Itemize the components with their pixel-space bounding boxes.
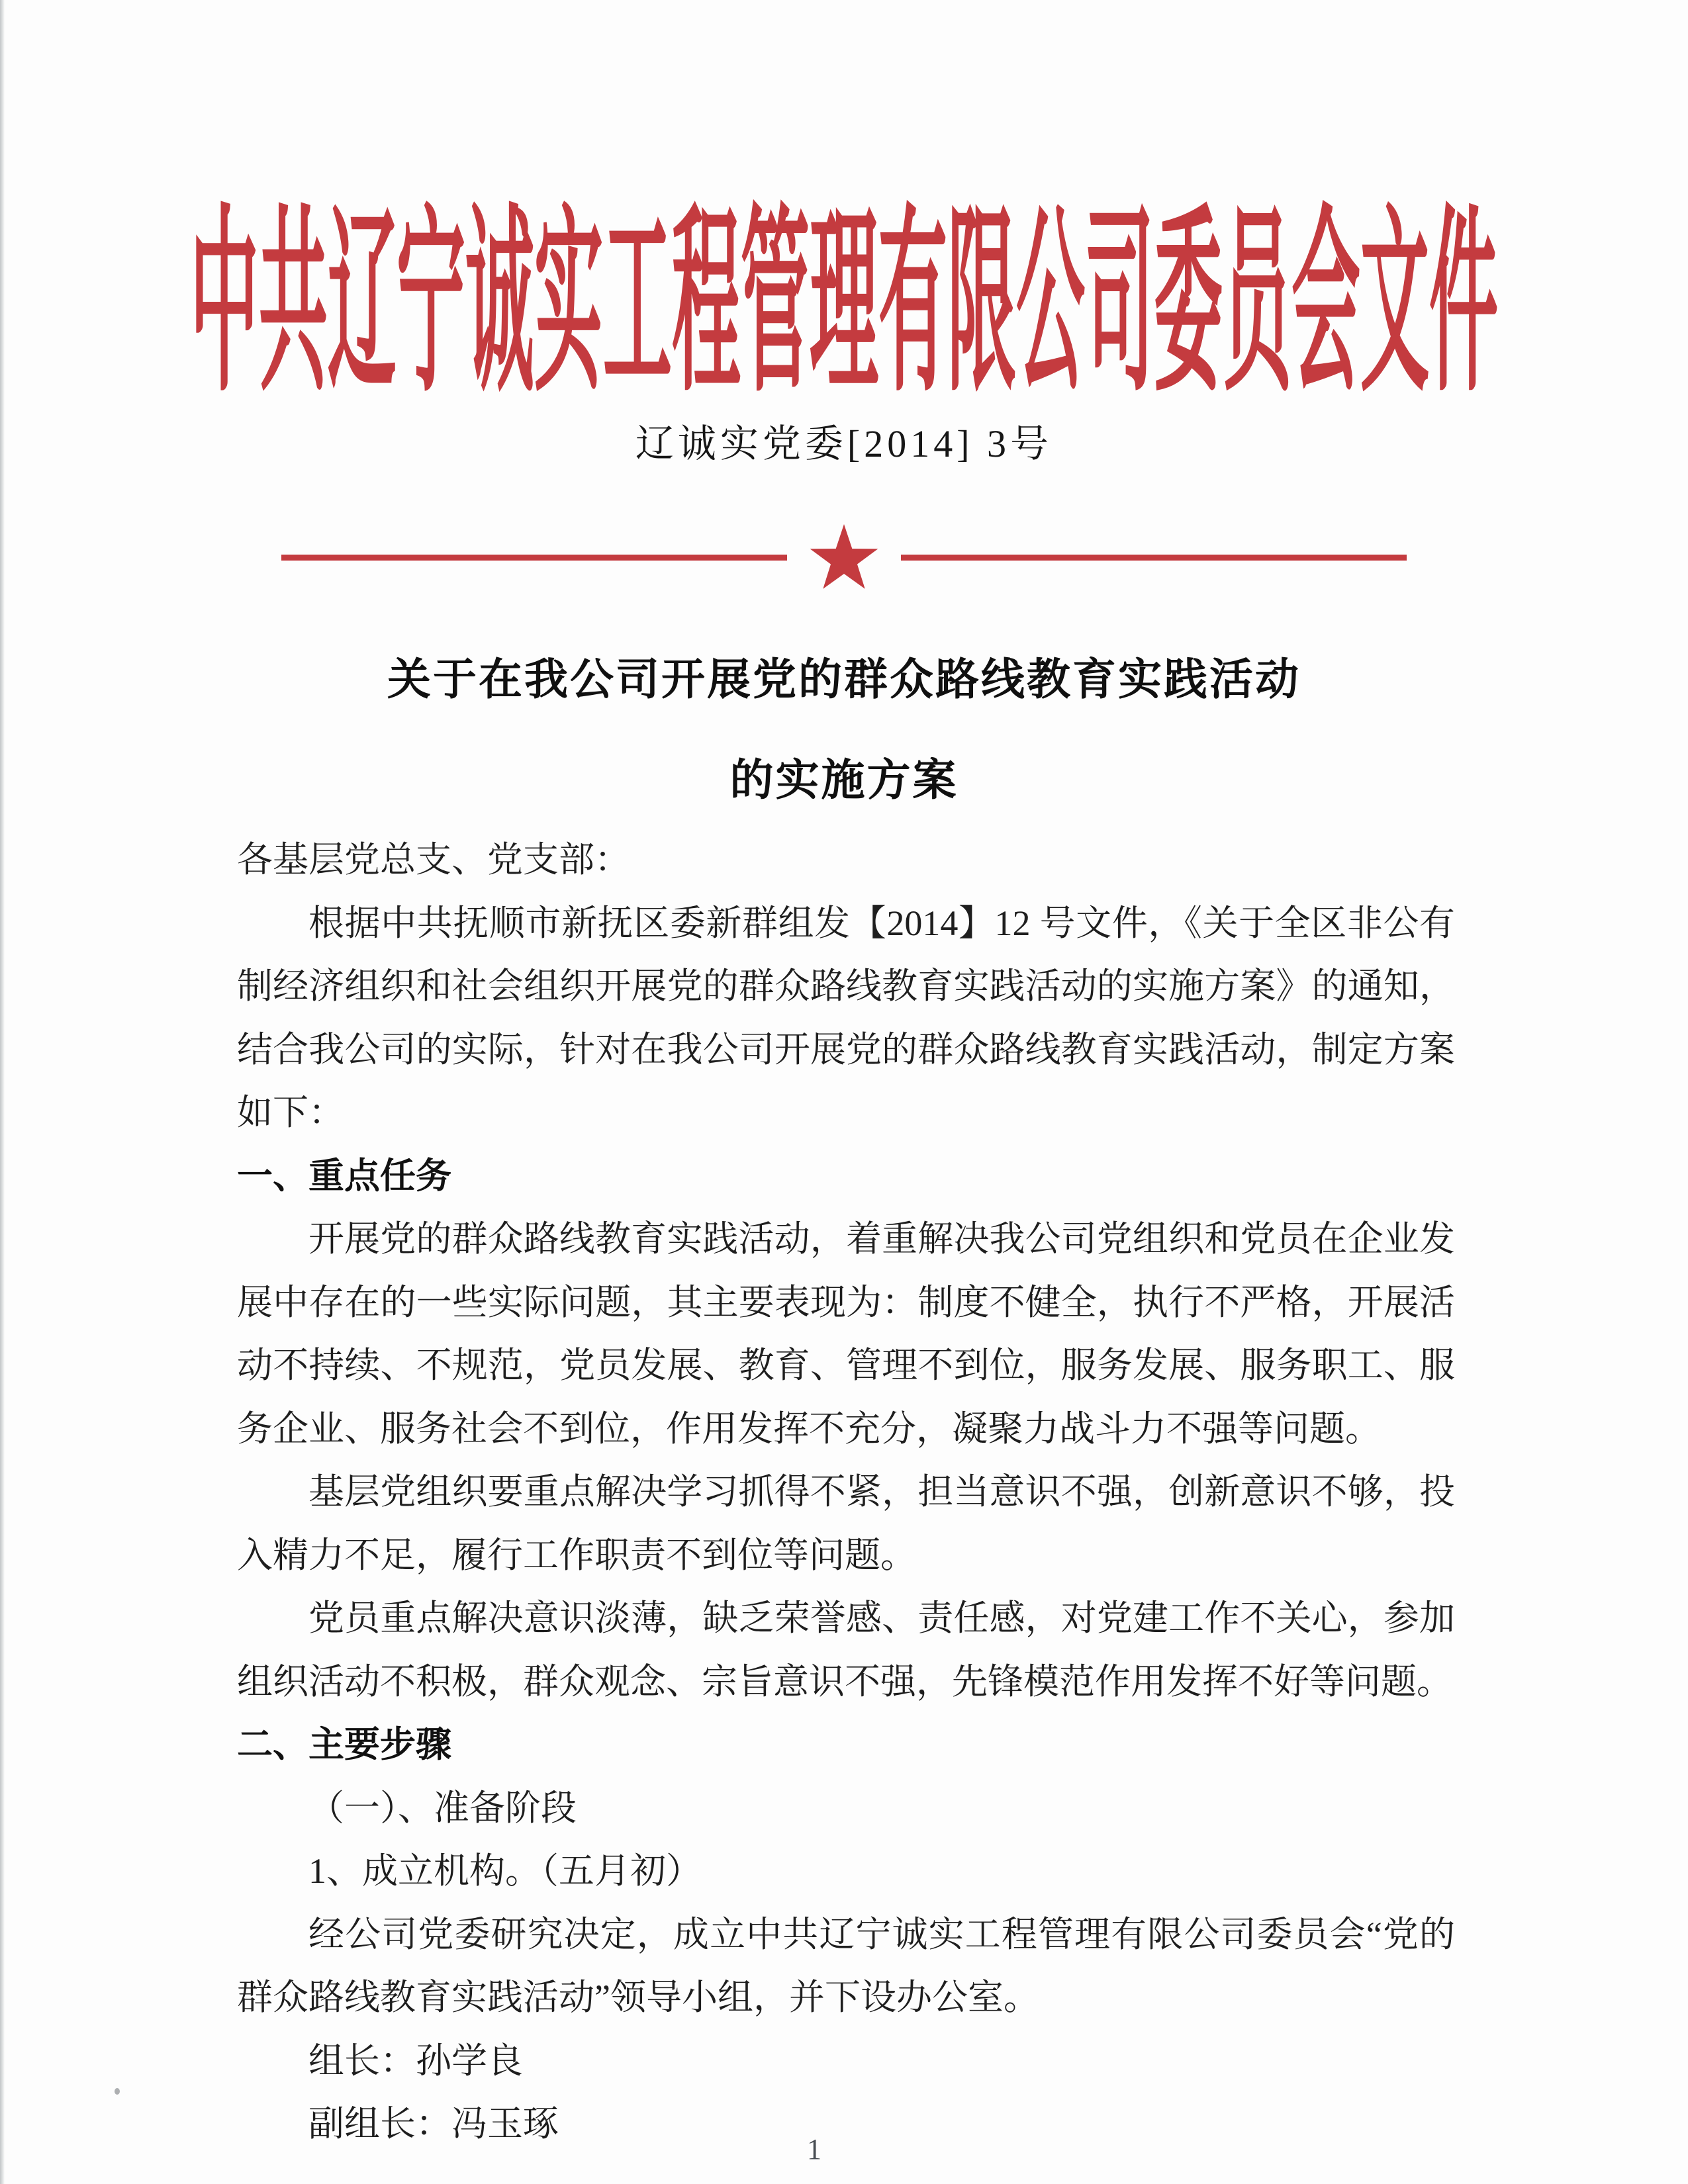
section-heading: 二、主要步骤 (237, 1725, 451, 1764)
paragraph: 各基层党总支、党支部： (237, 840, 630, 880)
red-star-icon (804, 523, 884, 592)
document-number: 辽诚实党委[2014] 3号 (635, 422, 1053, 465)
paragraph: （一）、准备阶段 (308, 1788, 577, 1828)
paragraph: 组长：孙学良 (308, 2040, 523, 2081)
document-title-line1: 关于在我公司开展党的群众路线教育实践活动 (387, 656, 1301, 704)
paragraph: 经公司党委研究决定，成立中共辽宁诚实工程管理有限公司委员会“党的群众路线教育实践活动”领导小组，并下设办公室。 (237, 1914, 1455, 2017)
paragraph: 副组长：冯玉琢 (308, 2104, 559, 2144)
scan-speckle (115, 2088, 120, 2095)
paragraph: 党员重点解决意识淡薄，缺乏荣誉感、责任感，对党建工作不关心，参加组织活动不积极，群众观念、宗旨意识不强，先锋模范作用发挥不好等问题。 (237, 1598, 1455, 1702)
divider-line-left (281, 555, 787, 561)
section-heading: 一、重点任务 (237, 1156, 451, 1196)
document-title-line2: 的实施方案 (729, 756, 959, 805)
paragraph: 1、成立机构。（五月初） (308, 1851, 702, 1891)
divider-line-right (901, 555, 1407, 561)
paragraph: 根据中共抚顺市新抚区委新群组发【2014】12 号文件，《关于全区非公有制经济组织和社会组织开展党的群众路线教育实践活动的实施方案》的通知，结合我公司的实际，针对在我公司开展党的群众路线教育实践活动，制定方案如下： (237, 903, 1455, 1132)
document-body (237, 829, 1455, 2156)
paragraph: 开展党的群众路线教育实践活动，着重解决我公司党组织和党员在企业发展中存在的一些实际问题，其主要表现为：制度不健全，执行不严格，开展活动不持续、不规范，党员发展、教育、管理不到位，服务发展、服务职工、服务企业、服务社会不到位，作用发挥不充分，凝聚力战斗力不强等问题。 (237, 1219, 1455, 1449)
red-divider (281, 523, 1407, 592)
page-number: 1 (807, 2133, 821, 2165)
paragraph: 基层党组织要重点解决学习抓得不紧，担当意识不强，创新意识不够，投入精力不足，履行工作职责不到位等问题。 (237, 1472, 1455, 1575)
red-header-org-title: 中共辽宁诚实工程管理有限公司委员会文件 (189, 195, 1498, 416)
document-title (0, 630, 1688, 831)
